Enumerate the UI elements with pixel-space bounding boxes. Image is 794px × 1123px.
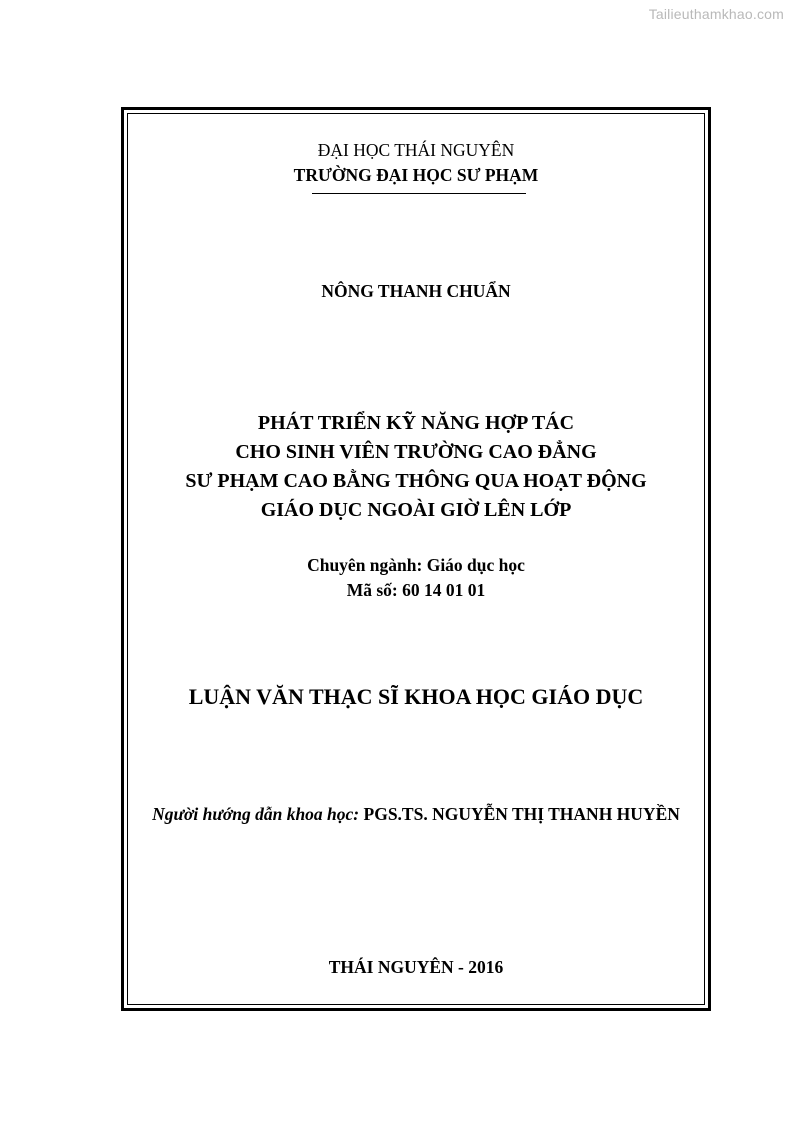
supervisor-label: Người hướng dẫn khoa học: <box>152 804 360 824</box>
author-name: NÔNG THANH CHUẨN <box>321 281 511 301</box>
supervisor-line <box>121 804 711 825</box>
thesis-title-line: SƯ PHẠM CAO BẰNG THÔNG QUA HOẠT ĐỘNG <box>185 470 647 492</box>
university-name: ĐẠI HỌC THÁI NGUYÊN <box>317 140 515 160</box>
thesis-title-line: PHÁT TRIỂN KỸ NĂNG HỢP TÁC <box>257 412 575 434</box>
major-code: Mã số: 60 14 01 01 <box>346 580 486 600</box>
school-name: TRƯỜNG ĐẠI HỌC SƯ PHẠM <box>293 165 539 185</box>
thesis-title-line: CHO SINH VIÊN TRƯỜNG CAO ĐẲNG <box>235 441 597 463</box>
major-field: Chuyên ngành: Giáo dục học <box>307 555 525 575</box>
school-underline <box>312 193 526 194</box>
watermark-text: Tailieuthamkhao.com <box>648 6 784 22</box>
supervisor-name: PGS.TS. NGUYỄN THỊ THANH HUYỀN <box>363 804 680 824</box>
thesis-title-line: GIÁO DỤC NGOÀI GIỜ LÊN LỚP <box>260 499 572 521</box>
place-year: THÁI NGUYÊN - 2016 <box>328 957 504 977</box>
thesis-type: LUẬN VĂN THẠC SĨ KHOA HỌC GIÁO DỤC <box>188 684 644 709</box>
